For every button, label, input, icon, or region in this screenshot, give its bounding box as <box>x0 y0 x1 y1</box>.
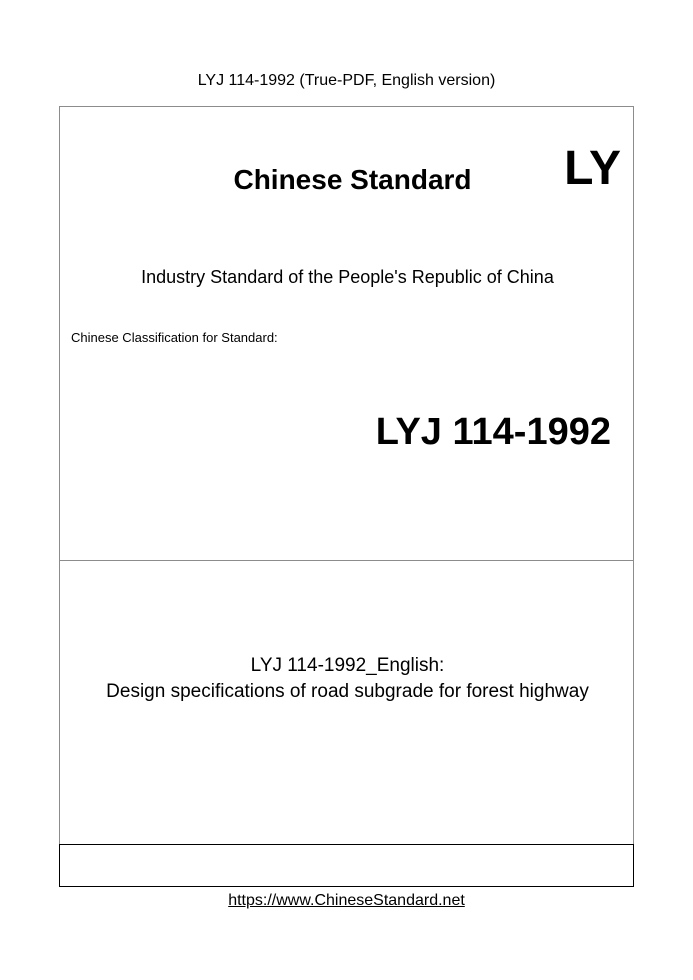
document-code-line: LYJ 114-1992_English: <box>250 655 445 676</box>
cover-bottom-panel <box>59 844 634 887</box>
cover-top-panel <box>59 106 634 561</box>
standard-code-mark: LY <box>564 142 621 195</box>
page-header: LYJ 114-1992 (True-PDF, English version) <box>197 72 496 89</box>
standard-title <box>60 164 635 196</box>
website-link[interactable]: https://www.ChineseStandard.net <box>228 892 465 909</box>
document-name-line: Design specifications of road subgrade for forest highway <box>106 681 589 702</box>
footer <box>0 892 693 910</box>
cover-frame <box>59 106 634 886</box>
cover-middle-panel <box>59 561 634 844</box>
classification-label: Chinese Classification for Standard: <box>71 330 278 345</box>
standard-title-text: Chinese Standard <box>233 164 472 195</box>
industry-standard-line: Industry Standard of the People's Republic of China <box>141 267 554 287</box>
standard-number: LYJ 114-1992 <box>375 411 611 453</box>
